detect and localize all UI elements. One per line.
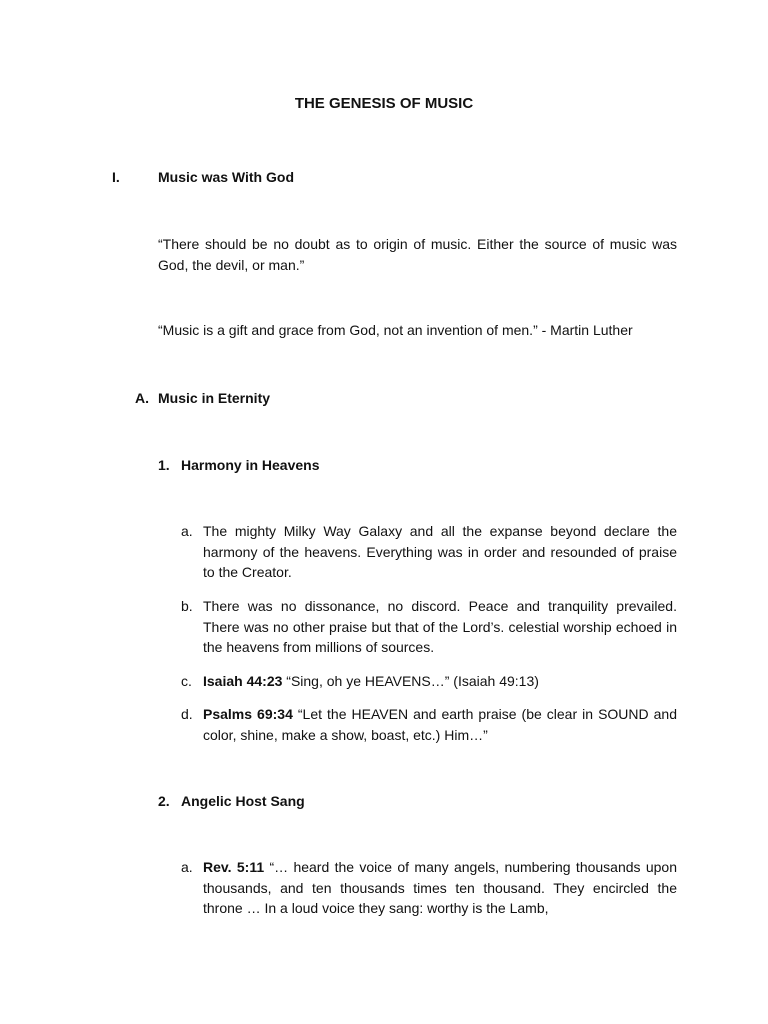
list-item-content (203, 857, 677, 919)
page-title: THE GENESIS OF MUSIC (294, 95, 474, 112)
subsection-marker-1: 1. (158, 457, 170, 473)
quote-origin-of-music: “There should be no doubt as to origin of music. Either the source of music was God, the devil, or man.” (158, 236, 677, 273)
section-heading-I: Music was With God (158, 169, 294, 185)
list-item-marker: d. (181, 706, 193, 722)
subsection-marker-2: 2. (158, 793, 170, 809)
list-item-text: “Let the HEAVEN and earth praise (be clear in SOUND and color, shine, make a show, boast, etc.) Him…” (203, 706, 678, 743)
subsection-heading-2: Angelic Host Sang (181, 793, 305, 809)
quote-martin-luther: “Music is a gift and grace from God, not an invention of men.” - Martin Luther (158, 322, 633, 338)
subsection-heading-1: Harmony in Heavens (181, 457, 320, 473)
scripture-reference: Isaiah 44:23 (203, 673, 283, 689)
list-item-marker: c. (181, 673, 192, 689)
section-heading-A: Music in Eternity (158, 390, 271, 406)
list-item-marker: b. (181, 598, 193, 614)
list-item-content (203, 704, 677, 745)
list-item-text: The mighty Milky Way Galaxy and all the expanse beyond declare the harmony of the heavens. Everything was in order and resounded of praise to the Creator. (203, 523, 677, 580)
list-item-marker: a. (181, 523, 193, 539)
section-marker-I: I. (112, 169, 120, 185)
scripture-reference: Rev. 5:11 (203, 859, 265, 875)
section-marker-A: A. (135, 390, 149, 406)
scripture-reference: Psalms 69:34 (203, 706, 293, 722)
list-item-content (203, 671, 677, 692)
list-item-marker: a. (181, 859, 193, 875)
list-item-text: “… heard the voice of many angels, numbering thousands upon thousands, and ten thousands times ten thousand. They encircled the throne … In a loud voice they sang: worthy is the Lamb, (203, 859, 678, 916)
list-item-text: “Sing, oh ye HEAVENS…” (Isaiah 49:13) (282, 673, 539, 689)
list-item-text: There was no dissonance, no discord. Peace and tranquility prevailed. There was no other praise but that of the Lord’s. celestial worship echoed in the heavens from millions of sources. (203, 598, 677, 655)
